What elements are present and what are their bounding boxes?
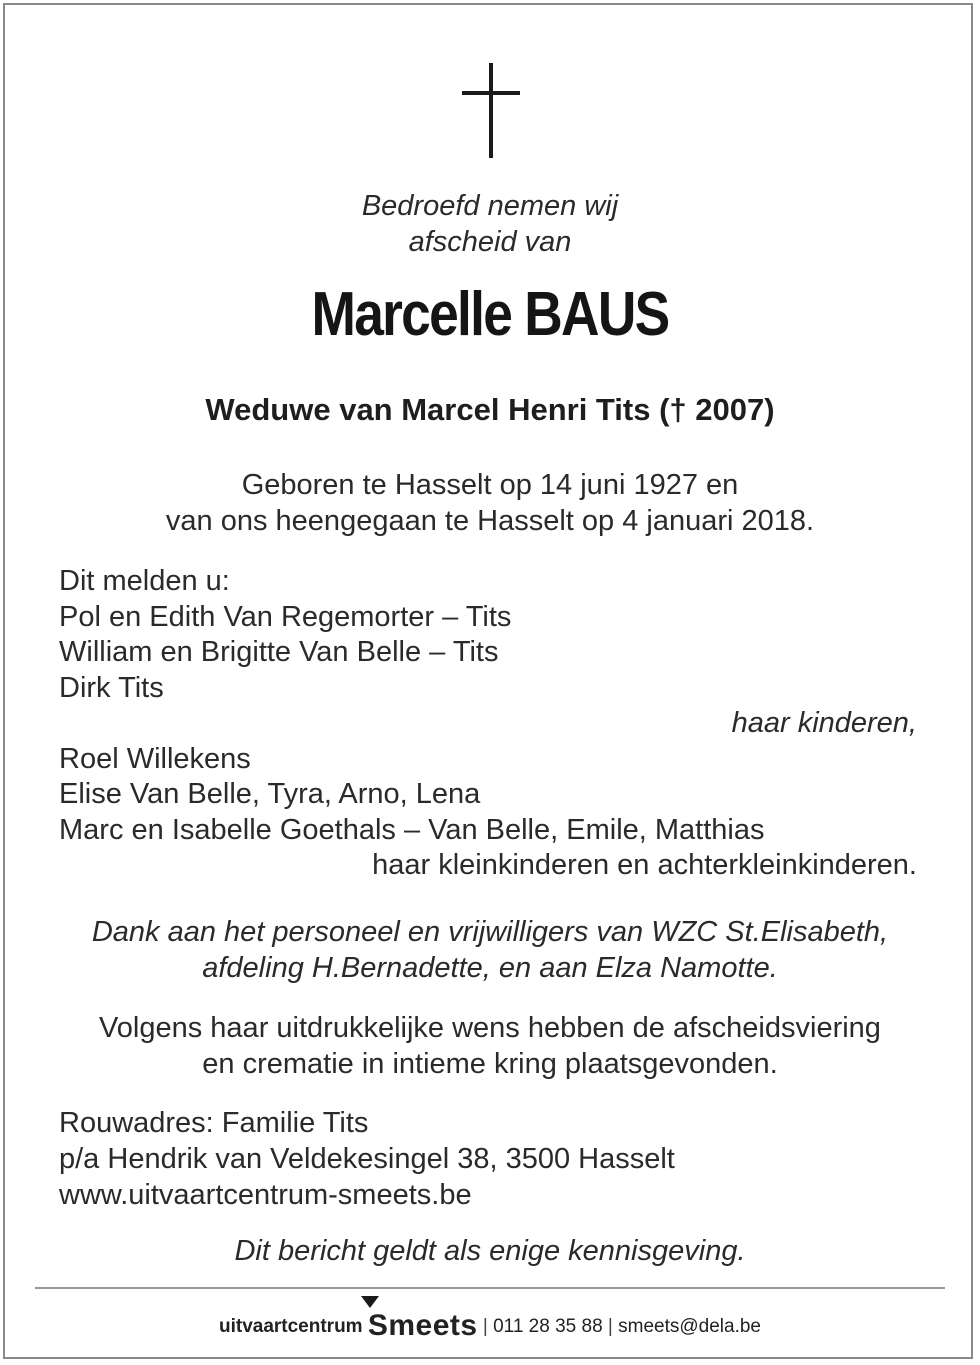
announcers-heading: Dit melden u: xyxy=(59,565,230,597)
brand-prefix: uitvaartcentrum xyxy=(218,1316,363,1337)
thanks-text xyxy=(0,914,980,986)
footer-phone[interactable]: 011 28 35 88 xyxy=(493,1316,603,1337)
footer-separator: | xyxy=(607,1316,613,1337)
notice-text: Dit bericht geldt als enige kennisgeving. xyxy=(234,1235,746,1267)
child-entry: Dirk Tits xyxy=(59,671,164,704)
footer-bar xyxy=(0,1306,980,1347)
intro-line: afscheid van xyxy=(408,226,572,258)
children-label: haar kinderen, xyxy=(731,707,917,739)
widow-line: Weduwe van Marcel Henri Tits († 2007) xyxy=(205,392,775,427)
child-entry: Pol en Edith Van Regemorter – Tits xyxy=(59,600,512,633)
birth-death-text xyxy=(0,467,980,539)
address-line: p/a Hendrik van Veldekesingel 38, 3500 Hasselt xyxy=(59,1143,675,1175)
mourning-address xyxy=(59,1105,675,1213)
cross-icon xyxy=(462,63,520,158)
deceased-name: Marcelle BAUS xyxy=(311,280,669,349)
footer-email[interactable]: smeets@dela.be xyxy=(618,1316,762,1337)
wish-text xyxy=(0,1010,980,1082)
brand-name: Smeets xyxy=(367,1309,478,1342)
footer-divider xyxy=(35,1287,945,1289)
announcers-block xyxy=(59,564,917,884)
address-line: Rouwadres: Familie Tits xyxy=(59,1107,369,1139)
child-entry: William en Brigitte Van Belle – Tits xyxy=(59,636,499,668)
death-line: van ons heengegaan te Hasselt op 4 januari 2018. xyxy=(165,505,815,537)
thanks-line: afdeling H.Bernadette, en aan Elza Namotte. xyxy=(202,952,778,984)
wish-line: en crematie in intieme kring plaatsgevonden. xyxy=(202,1048,778,1080)
grandchildren-label: haar kleinkinderen en achterkleinkinderen. xyxy=(372,849,917,881)
footer-separator: | xyxy=(482,1316,488,1337)
intro-line: Bedroefd nemen wij xyxy=(361,190,619,222)
birth-line: Geboren te Hasselt op 14 juni 1927 en xyxy=(241,469,739,501)
thanks-line: Dank aan het personeel en vrijwilligers van WZC St.Elisabeth, xyxy=(91,916,889,948)
wish-line: Volgens haar uitdrukkelijke wens hebben de afscheidsviering xyxy=(99,1012,881,1044)
website-link[interactable]: www.uitvaartcentrum-smeets.be xyxy=(59,1179,472,1211)
grandchild-entry: Roel Willekens xyxy=(59,742,251,775)
grandchild-entry: Marc en Isabelle Goethals – Van Belle, Emile, Matthias xyxy=(59,813,765,846)
intro-text xyxy=(0,188,980,260)
grandchild-entry: Elise Van Belle, Tyra, Arno, Lena xyxy=(59,778,481,810)
